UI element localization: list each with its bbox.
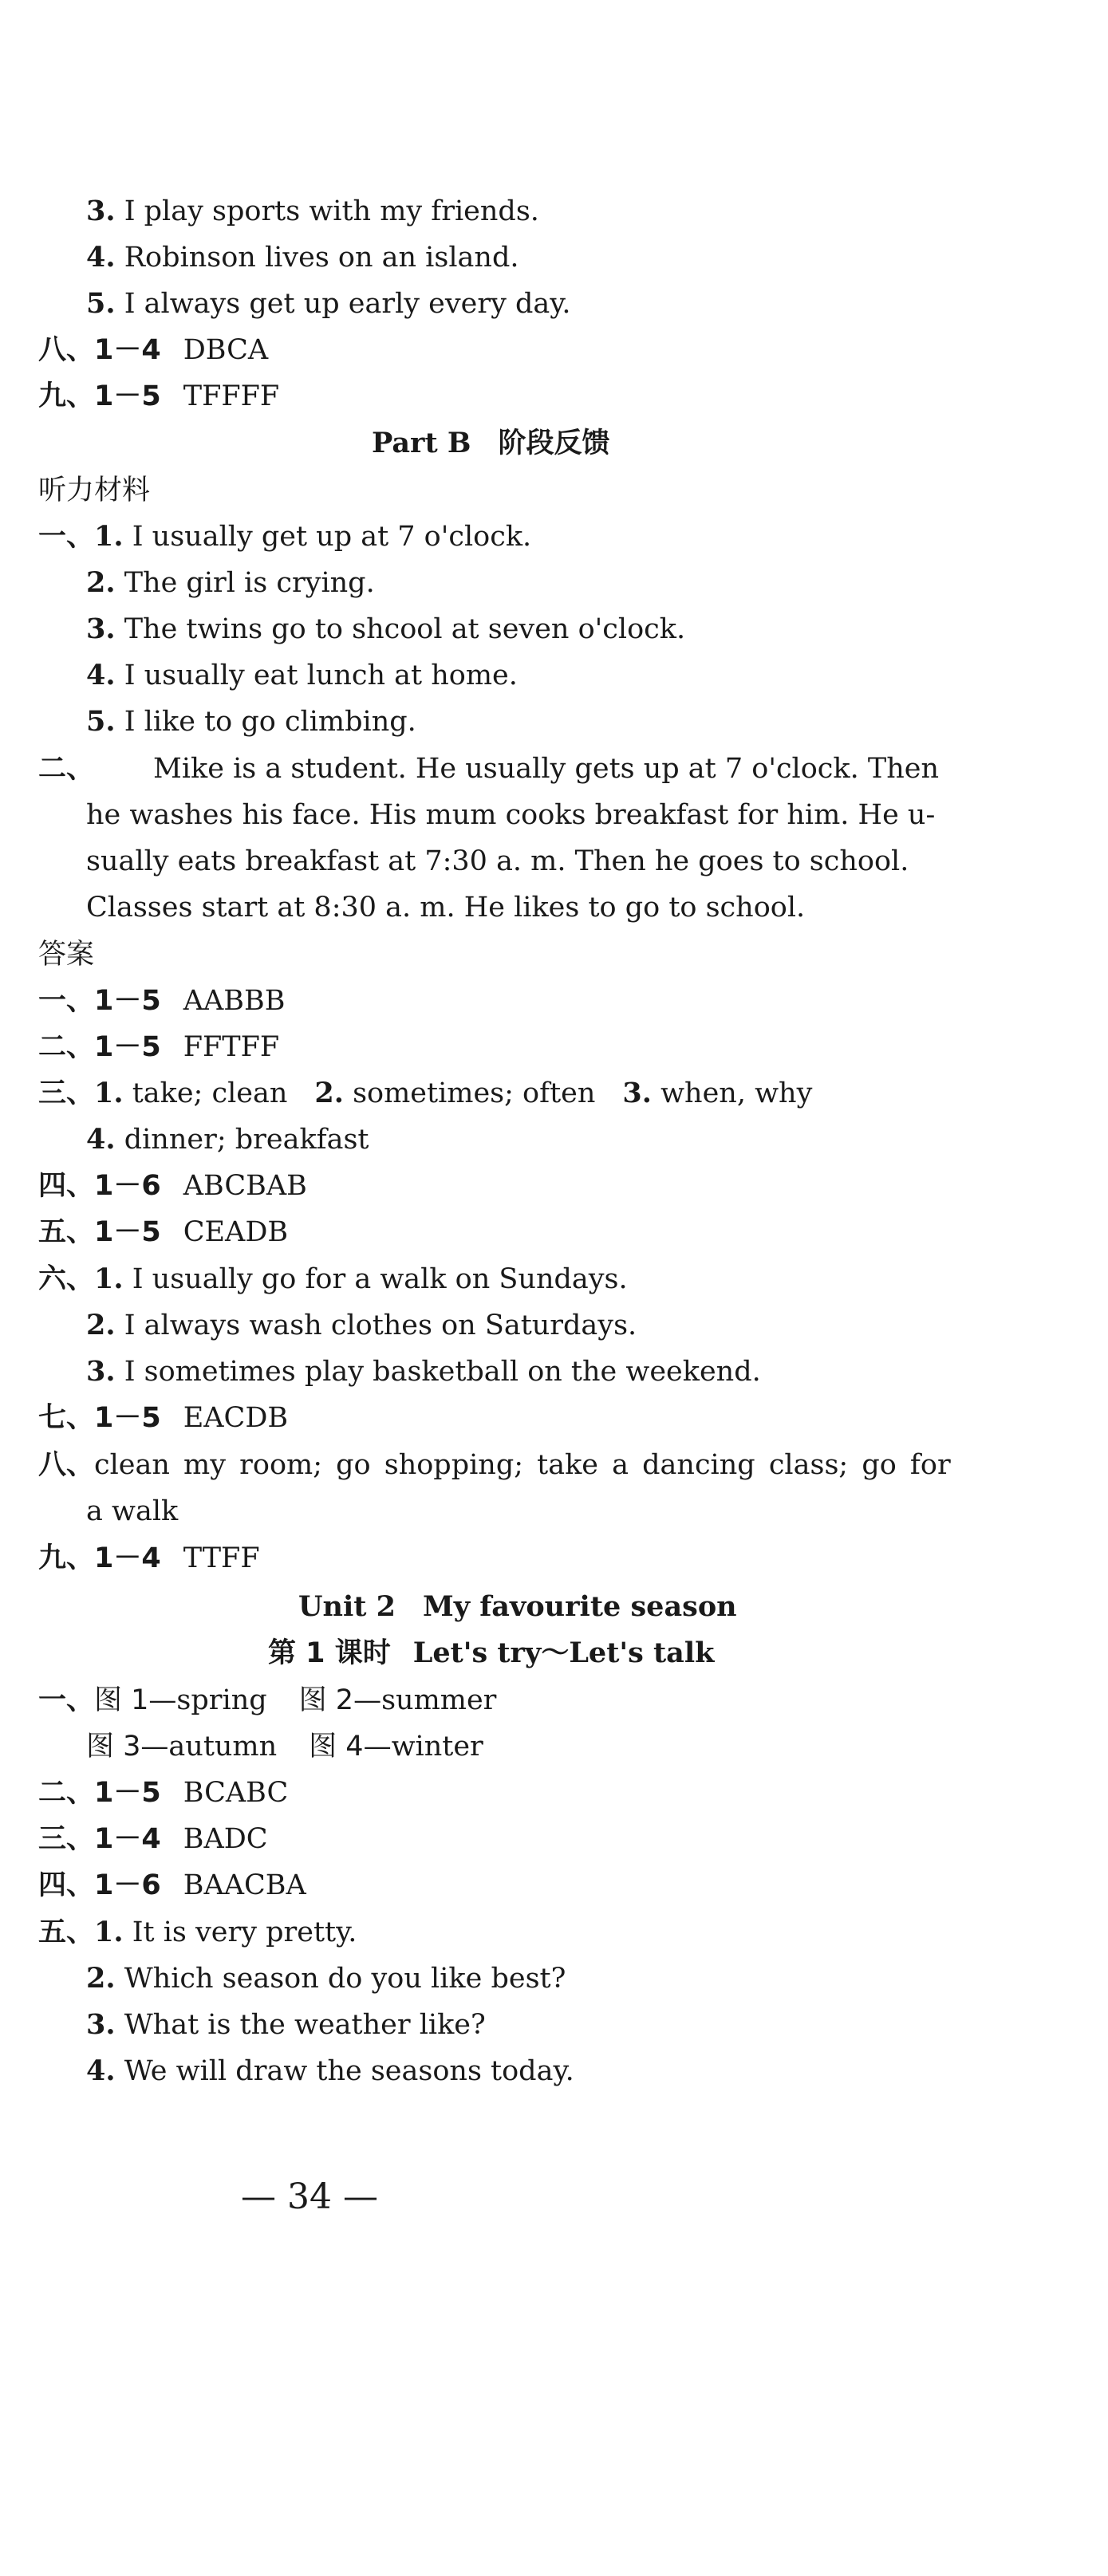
season-text: —autumn	[140, 1731, 278, 1763]
listening-label-text: 听力材料	[38, 475, 151, 506]
answer-text: TTFF	[183, 1542, 260, 1574]
unit2-yi-line-2	[86, 1727, 483, 1767]
item-text: We will draw the seasons today.	[124, 2055, 574, 2087]
answer-text: FFTFF	[183, 1031, 280, 1063]
passage-text: Mike is a student. He usually gets up at 7 o'clock. Then	[153, 753, 940, 785]
item-number: 2.	[314, 1077, 344, 1109]
answer-text: clean my room; go shopping; take a dancing class; go for	[94, 1449, 951, 1481]
item-text: take; clean	[132, 1077, 288, 1109]
answer-san-line-2	[86, 1120, 369, 1160]
figure-label: 图 4	[309, 1731, 364, 1763]
question-label: 一、1－5	[38, 985, 161, 1017]
page-number-text: — 34 —	[241, 2176, 378, 2217]
answer-yi	[38, 981, 285, 1021]
answer-text: AABBB	[183, 985, 286, 1017]
answer-si	[38, 1166, 307, 1206]
figure-label: 图 2	[298, 1684, 354, 1716]
question-label: 一、	[38, 521, 95, 553]
figure-label: 图 3	[86, 1731, 141, 1763]
question-label: 四、1－6	[38, 1869, 161, 1901]
question-label: 九、1－5	[38, 380, 161, 412]
unit2-wu-item-2	[86, 1959, 566, 1999]
unit-heading	[298, 1587, 737, 1627]
answer-san-line-1	[38, 1073, 812, 1113]
answer-er	[38, 1027, 279, 1067]
passage-text: Classes start at 8:30 a. m. He likes to go to school.	[86, 892, 806, 924]
item-number: 4.	[86, 2054, 116, 2087]
question-label: 三、1－4	[38, 1823, 161, 1855]
question-label: 五、	[38, 1916, 95, 1948]
item-text: sometimes; often	[353, 1077, 596, 1109]
part-b-title-cn: 阶段反馈	[498, 427, 610, 459]
answer-text: ABCBAB	[183, 1170, 307, 1202]
item-text: I always wash clothes on Saturdays.	[124, 1310, 637, 1341]
lesson-number: 第 1 课时	[268, 1637, 391, 1669]
answer-text: BCABC	[183, 1777, 289, 1809]
question-label: 二、	[38, 753, 95, 785]
item-text: when, why	[660, 1077, 813, 1109]
top-item-3	[86, 191, 539, 231]
passage-text: sually eats breakfast at 7:30 a. m. Then he goes to school.	[86, 845, 909, 877]
question-label: 五、1－5	[38, 1216, 161, 1248]
unit2-er	[38, 1773, 288, 1813]
answer-text: BADC	[183, 1823, 268, 1855]
item-number: 1.	[94, 1262, 124, 1295]
item-number: 4.	[86, 659, 116, 691]
answer-liu-item-1	[38, 1259, 628, 1299]
answer-liu-item-2	[86, 1306, 637, 1345]
item-number: 5.	[86, 287, 116, 320]
answer-text: EACDB	[183, 1402, 289, 1434]
answer-jiu	[38, 1538, 260, 1578]
listening-label	[38, 471, 150, 510]
answers-label-text: 答案	[38, 939, 95, 971]
item-text: I play sports with my friends.	[124, 195, 539, 227]
unit2-san	[38, 1819, 268, 1859]
top-jiu-answer	[38, 376, 279, 416]
passage-line-1	[153, 749, 939, 789]
item-number: 5.	[86, 705, 116, 738]
item-text: The twins go to shcool at seven o'clock.	[124, 613, 686, 645]
answers-label	[38, 935, 94, 975]
question-label: 四、1－6	[38, 1170, 161, 1202]
unit2-yi-line-1	[38, 1680, 496, 1720]
unit2-wu-item-1	[38, 1912, 357, 1952]
passage-text: he washes his face. His mum cooks breakfast for him. He u-	[86, 799, 936, 831]
answer-text: a walk	[86, 1495, 179, 1527]
listening-yi-item-5	[86, 702, 416, 742]
question-label: 二、1－5	[38, 1031, 161, 1063]
question-label: 八、	[38, 1449, 95, 1481]
answer-text: DBCA	[183, 334, 269, 366]
top-item-5	[86, 284, 571, 324]
item-number: 3.	[622, 1077, 652, 1109]
item-text: I sometimes play basketball on the weekend.	[124, 1356, 761, 1388]
item-number: 4.	[86, 1123, 116, 1156]
answer-text: CEADB	[183, 1216, 289, 1248]
unit-title: My favourite season	[422, 1590, 737, 1623]
part-b-title: Part B	[372, 427, 471, 459]
listening-yi-item-1	[38, 517, 531, 557]
item-text: The girl is crying.	[124, 567, 375, 599]
question-label: 八、1－4	[38, 334, 161, 366]
season-text: —winter	[363, 1731, 483, 1763]
question-label: 三、	[38, 1077, 95, 1109]
listening-er-label	[38, 749, 94, 789]
item-text: I always get up early every day.	[124, 288, 571, 320]
unit-number: Unit 2	[298, 1590, 396, 1623]
item-text: I like to go climbing.	[124, 706, 416, 738]
answer-text: TFFFF	[183, 380, 280, 412]
season-text: —spring	[148, 1684, 267, 1716]
figure-label: 图 1	[94, 1684, 149, 1716]
part-b-heading	[372, 423, 609, 463]
page-number	[241, 2169, 378, 2225]
question-label: 九、1－4	[38, 1542, 161, 1574]
passage-line-3	[86, 841, 909, 881]
item-text: What is the weather like?	[124, 2009, 486, 2041]
answer-text: BAACBA	[183, 1869, 306, 1901]
season-text: —summer	[353, 1684, 497, 1716]
question-label: 七、1－5	[38, 1402, 161, 1434]
item-number: 2.	[86, 566, 116, 599]
listening-yi-item-2	[86, 563, 375, 603]
unit2-wu-item-3	[86, 2005, 486, 2045]
item-number: 2.	[86, 1962, 116, 1995]
item-text: Which season do you like best?	[124, 1963, 566, 1995]
item-text: I usually eat lunch at home.	[124, 660, 518, 691]
item-text: I usually go for a walk on Sundays.	[132, 1263, 628, 1295]
question-label: 六、	[38, 1263, 95, 1295]
item-number: 1.	[94, 520, 124, 553]
item-number: 2.	[86, 1309, 116, 1341]
item-number: 1.	[94, 1916, 124, 1948]
answer-liu-item-3	[86, 1352, 761, 1392]
answer-ba-line-1	[38, 1445, 951, 1485]
lesson-heading	[268, 1633, 714, 1673]
top-item-4	[86, 238, 519, 278]
item-number: 3.	[86, 195, 116, 227]
item-text: Robinson lives on an island.	[124, 242, 519, 274]
unit2-wu-item-4	[86, 2051, 574, 2091]
item-number: 3.	[86, 1355, 116, 1388]
top-ba-answer	[38, 330, 268, 370]
question-label: 一、	[38, 1684, 95, 1716]
answer-qi	[38, 1398, 288, 1438]
listening-yi-item-3	[86, 609, 685, 649]
item-number: 1.	[94, 1077, 124, 1109]
item-number: 3.	[86, 2008, 116, 2041]
item-number: 3.	[86, 612, 116, 645]
passage-line-2	[86, 795, 935, 835]
item-number: 4.	[86, 241, 116, 274]
item-text: It is very pretty.	[132, 1916, 357, 1948]
question-label: 二、1－5	[38, 1777, 161, 1809]
listening-yi-item-4	[86, 656, 518, 695]
item-text: dinner; breakfast	[124, 1124, 369, 1156]
answer-ba-line-2	[86, 1491, 178, 1531]
answer-wu	[38, 1212, 288, 1252]
passage-line-4	[86, 888, 805, 928]
item-text: I usually get up at 7 o'clock.	[132, 521, 532, 553]
unit2-si	[38, 1865, 306, 1905]
lesson-title: Let's try～Let's talk	[412, 1637, 715, 1669]
